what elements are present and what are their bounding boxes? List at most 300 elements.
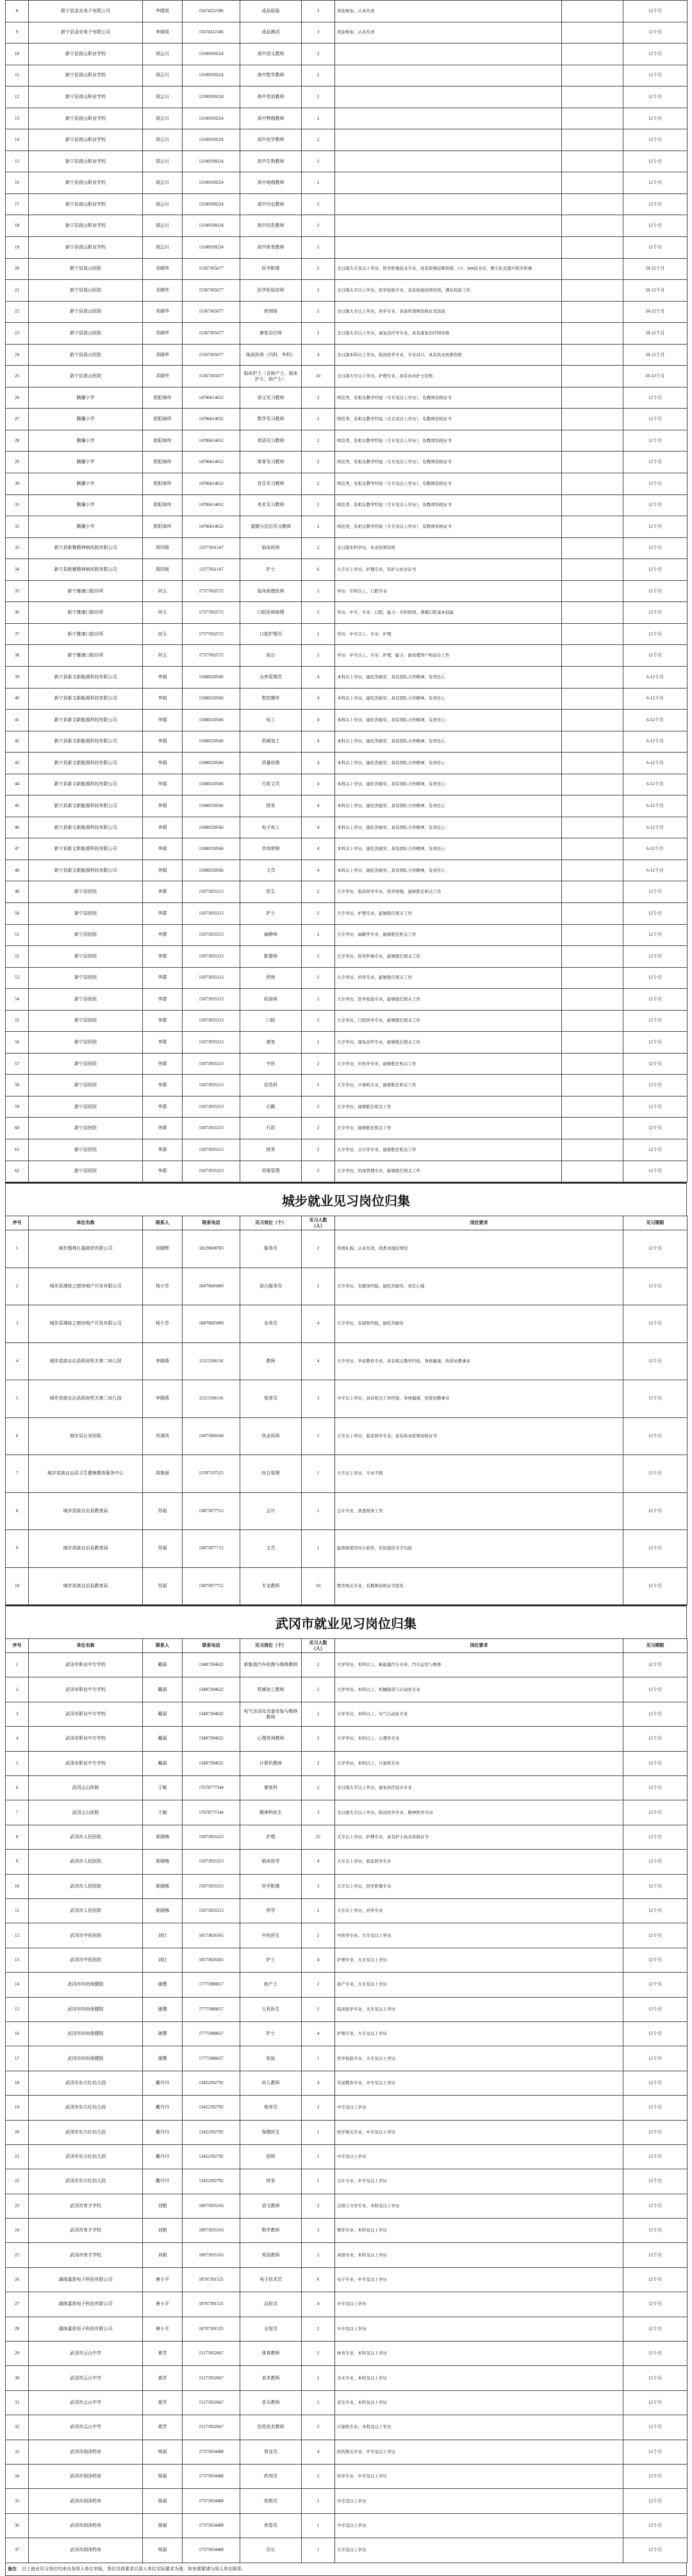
contact-phone: 15680230566 bbox=[183, 753, 240, 774]
table-row bbox=[6, 1923, 688, 1948]
contact-phone: 15680230566 bbox=[183, 795, 240, 817]
position-count: 10 bbox=[302, 1567, 335, 1605]
unit-name: 新宁雅康口腔诊所 bbox=[29, 580, 143, 602]
position-requirement: 英语专业，本科及以上学历 bbox=[335, 2243, 623, 2267]
contact-phone: 17775988657 bbox=[183, 1973, 240, 1997]
position-count: 2 bbox=[302, 323, 335, 345]
table-row bbox=[6, 1825, 688, 1849]
contact-person: 刘艳 bbox=[143, 2194, 183, 2218]
contact-person: 李娟 bbox=[143, 753, 183, 774]
position-requirement: 大专学历，康复治疗专业，能够胜任相关工作 bbox=[335, 1032, 562, 1054]
contact-person: 杨丽 bbox=[143, 2513, 183, 2538]
duration: 6-12个月 bbox=[623, 688, 688, 710]
position-name: 音乐见习教师 bbox=[240, 473, 302, 495]
row-number: 23 bbox=[6, 323, 29, 345]
unit-name: 新宁县崀山医院 bbox=[29, 280, 143, 302]
row-number: 15 bbox=[6, 1997, 29, 2021]
position-count: 2 bbox=[302, 86, 335, 108]
column-header: 见习人数（人） bbox=[302, 1216, 335, 1230]
position-name: 财务 bbox=[240, 1139, 302, 1161]
position-requirement: 大专学历，能够胜任相关工作 bbox=[335, 1096, 562, 1118]
position-name: 音乐教师 bbox=[240, 2390, 302, 2415]
table-row bbox=[6, 2046, 688, 2071]
position-count: 2 bbox=[302, 2489, 335, 2513]
column-header: 序号 bbox=[6, 1216, 29, 1230]
contact-phone: 15680230566 bbox=[183, 710, 240, 731]
contact-phone: 18229608783 bbox=[183, 1230, 240, 1268]
contact-person: 欧阳海珍 bbox=[143, 516, 183, 538]
contact-person: 夏晓梅 bbox=[143, 1874, 183, 1898]
contact-phone: 13100599224 bbox=[183, 44, 240, 65]
unit-name: 新宁县新文新能源科技有限公司 bbox=[29, 860, 143, 881]
remark bbox=[562, 65, 623, 86]
position-name: 财务 bbox=[240, 2169, 302, 2194]
contact-phone: 15073935313 bbox=[183, 1053, 240, 1075]
contact-phone: 13100599224 bbox=[183, 151, 240, 172]
position-name: 后勤 bbox=[240, 1096, 302, 1118]
row-number: 46 bbox=[6, 817, 29, 838]
unit-name: 新宁雅康口腔诊所 bbox=[29, 602, 143, 624]
contact-person: 刘红 bbox=[143, 1948, 183, 1972]
row-number: 22 bbox=[6, 2169, 29, 2194]
duration: 10-12个月 bbox=[623, 323, 688, 345]
unit-name: 新宁县新文新能源科技有限公司 bbox=[29, 753, 143, 774]
remark bbox=[562, 860, 623, 881]
contact-phone: 17377692572 bbox=[183, 580, 240, 602]
duration: 12个月 bbox=[623, 1118, 688, 1139]
table-row bbox=[6, 1702, 688, 1726]
unit-name: 武冈市职业中专学校 bbox=[29, 1727, 143, 1751]
unit-name: 腾骧小学 bbox=[29, 516, 143, 538]
row-number: 1 bbox=[6, 1230, 29, 1268]
position-count: 4 bbox=[302, 795, 335, 817]
contact-phone: 13873977712 bbox=[183, 1567, 240, 1605]
contact-person: 何玉 bbox=[143, 645, 183, 667]
position-requirement bbox=[335, 151, 562, 172]
position-requirement: 临床医学专业，大专及以上学历 bbox=[335, 1997, 623, 2021]
duration: 12个月 bbox=[623, 1032, 688, 1054]
table-row bbox=[6, 1653, 688, 1677]
contact-person: 戴丽 bbox=[143, 1702, 183, 1726]
table-header-row bbox=[6, 1639, 688, 1653]
duration: 12个月 bbox=[623, 1455, 688, 1493]
duration: 12个月 bbox=[623, 22, 688, 44]
row-number: 55 bbox=[6, 1010, 29, 1032]
position-name: 行政 bbox=[240, 1118, 302, 1139]
position-requirement: 大专学历，医学检验专业，能够胜任相关工作 bbox=[335, 989, 562, 1011]
position-count: 2 bbox=[302, 1010, 335, 1032]
unit-name: 武冈市东方红幼儿园 bbox=[29, 2071, 143, 2095]
duration: 12个月 bbox=[623, 1850, 688, 1874]
contact-person: 李群 bbox=[143, 1118, 183, 1139]
table-row bbox=[6, 1850, 688, 1874]
contact-person: 夏晓梅 bbox=[143, 1850, 183, 1874]
unit-name: 湖南嘉恩电子科技有限公司 bbox=[29, 2267, 143, 2292]
duration: 12个月 bbox=[623, 1653, 688, 1677]
contact-phone: 15073935313 bbox=[183, 967, 240, 989]
position-requirement: 师范类，有相关教学经验（大专及以上学历），有教师资格证书 bbox=[335, 452, 562, 473]
position-requirement: 热情礼貌，认真负责，熟悉本地区情况 bbox=[335, 1230, 623, 1268]
position-name: 保健医生 bbox=[240, 2120, 302, 2144]
remark bbox=[562, 537, 623, 559]
duration: 12个月 bbox=[623, 645, 688, 667]
contact-person: 李群 bbox=[143, 1010, 183, 1032]
position-requirement: 中专及以上学历 bbox=[335, 2489, 623, 2513]
contact-person: 谢慧 bbox=[143, 2021, 183, 2046]
table-row bbox=[6, 795, 688, 817]
unit-name: 新宁县新文新能源科技有限公司 bbox=[29, 795, 143, 817]
remark bbox=[562, 817, 623, 838]
unit-name: 新宁县新文新能源科技有限公司 bbox=[29, 774, 143, 795]
position-count: 4 bbox=[302, 2440, 335, 2464]
contact-person: 李娟 bbox=[143, 666, 183, 688]
duration: 12个月 bbox=[623, 409, 688, 430]
position-requirement: 师范类，有相关教学经验（大专及以上学历），有教师资格证书 bbox=[335, 516, 562, 538]
row-number: 12 bbox=[6, 1923, 29, 1948]
position-requirement bbox=[335, 129, 562, 151]
row-number: 62 bbox=[6, 1161, 29, 1182]
position-requirement: 本科以上学历，能吃苦耐劳，具有团队合作精神，有责任心 bbox=[335, 710, 562, 731]
unit-name: 武冈市职业中专学校 bbox=[29, 1677, 143, 1702]
table-row bbox=[6, 623, 688, 645]
unit-name: 新宁县崀山职业学校 bbox=[29, 108, 143, 129]
unit-name: 新宁县新文新能源科技有限公司 bbox=[29, 710, 143, 731]
contact-person: 谢慧 bbox=[143, 2046, 183, 2071]
contact-person: 欧阳海珍 bbox=[143, 409, 183, 430]
contact-phone: 17775988657 bbox=[183, 2046, 240, 2071]
contact-person: 李晓岚 bbox=[143, 1, 183, 22]
contact-phone: 17377692572 bbox=[183, 623, 240, 645]
duration: 12个月 bbox=[623, 1230, 688, 1268]
row-number: 44 bbox=[6, 774, 29, 795]
position-name: 成品检验 bbox=[240, 1, 302, 22]
remark bbox=[562, 623, 623, 645]
duration: 10-12个月 bbox=[623, 258, 688, 280]
table-row bbox=[6, 537, 688, 559]
contact-phone: 18479685809 bbox=[183, 1305, 240, 1343]
unit-name: 新宁县医院 bbox=[29, 967, 143, 989]
contact-phone: 14786614652 bbox=[183, 452, 240, 473]
unit-name: 新宁县崀山职业学校 bbox=[29, 151, 143, 172]
table-row bbox=[6, 710, 688, 731]
unit-name: 腾骧小学 bbox=[29, 452, 143, 473]
position-name: 数控操作 bbox=[240, 688, 302, 710]
table-row bbox=[6, 430, 688, 452]
unit-name: 腾骧小学 bbox=[29, 473, 143, 495]
unit-name: 新宁县崀山职业学校 bbox=[29, 86, 143, 108]
row-number: 15 bbox=[6, 151, 29, 172]
table-row bbox=[6, 2317, 688, 2341]
contact-phone: 18707391525 bbox=[183, 2267, 240, 2292]
position-count: 2 bbox=[302, 2096, 335, 2120]
remark bbox=[562, 602, 623, 624]
unit-name: 武冈市润泽药房 bbox=[29, 2464, 143, 2488]
position-name: 档案管理 bbox=[240, 1161, 302, 1182]
position-count: 2 bbox=[302, 516, 335, 538]
duration: 12个月 bbox=[623, 387, 688, 409]
position-count: 1 bbox=[302, 2120, 335, 2144]
duration: 12个月 bbox=[623, 151, 688, 172]
position-requirement: 大专学历，医学影像专业，能够胜任相关工作 bbox=[335, 946, 562, 968]
duration: 12个月 bbox=[623, 473, 688, 495]
contact-phone: 13487394622 bbox=[183, 1751, 240, 1775]
position-name: 英语见习教师 bbox=[240, 430, 302, 452]
row-number: 34 bbox=[6, 2464, 29, 2488]
position-count: 2 bbox=[302, 989, 335, 1011]
position-requirement: 大学学历，本科以上，机械制造与自动化专业 bbox=[335, 1677, 623, 1702]
contact-person: 唐小平 bbox=[143, 2292, 183, 2317]
table-row bbox=[6, 1948, 688, 1972]
table-row bbox=[6, 2120, 688, 2144]
position-requirement: 学历：中专以上，专业：护理，能力：能处理客户和前台工作 bbox=[335, 645, 562, 667]
contact-phone: 15173932667 bbox=[183, 2390, 240, 2415]
position-name: 麻醉师 bbox=[240, 924, 302, 946]
row-number: 16 bbox=[6, 2021, 29, 2046]
position-name: 体育教师 bbox=[240, 2342, 302, 2366]
duration: 12个月 bbox=[623, 1342, 688, 1380]
position-requirement: 大专及以上学历 bbox=[335, 2538, 623, 2563]
contact-phone: 13487394622 bbox=[183, 1702, 240, 1726]
contact-phone: 15173932667 bbox=[183, 2366, 240, 2390]
contact-person: 黄芳 bbox=[143, 2342, 183, 2366]
duration: 10-12个月 bbox=[623, 280, 688, 302]
position-requirement: 大专以上学历，护理专业，有护士执业证书 bbox=[335, 559, 562, 581]
unit-name: 新宁县医院 bbox=[29, 946, 143, 968]
duration: 12个月 bbox=[623, 2169, 688, 2194]
contact-person: 胡云川 bbox=[143, 44, 183, 65]
row-number: 14 bbox=[6, 129, 29, 151]
position-name: 专业教师 bbox=[240, 1567, 302, 1605]
table-row bbox=[6, 129, 688, 151]
table-row bbox=[6, 1096, 688, 1118]
row-number: 32 bbox=[6, 516, 29, 538]
duration: 12个月 bbox=[623, 1417, 688, 1455]
remark bbox=[562, 215, 623, 237]
positions-table-wugang bbox=[5, 1638, 688, 2563]
position-count: 4 bbox=[302, 860, 335, 881]
unit-name: 腾骧小学 bbox=[29, 494, 143, 516]
position-name: 高中生物教师 bbox=[240, 151, 302, 172]
position-name: 高中数学教师 bbox=[240, 65, 302, 86]
position-count: 2 bbox=[302, 172, 335, 194]
duration: 12个月 bbox=[623, 881, 688, 903]
position-name: 高中化学教师 bbox=[240, 129, 302, 151]
position-count: 4 bbox=[302, 666, 335, 688]
contact-phone: 18479685809 bbox=[183, 1268, 240, 1305]
row-number: 48 bbox=[6, 860, 29, 881]
contact-phone: 13100599224 bbox=[183, 129, 240, 151]
contact-person: 王敏 bbox=[143, 1776, 183, 1800]
position-name: 心理咨询教师 bbox=[240, 1727, 302, 1751]
contact-person: 胡云川 bbox=[143, 151, 183, 172]
position-requirement: 本科以上学历，能吃苦耐劳，具有团队合作精神，有责任心 bbox=[335, 731, 562, 753]
row-number: 10 bbox=[6, 1874, 29, 1898]
contact-phone: 15073935313 bbox=[183, 1874, 240, 1898]
position-requirement: 大专学历，麻醉学专业，能够胜任相关工作 bbox=[335, 924, 562, 946]
position-requirement: 全日制大专以上学历，康复治疗学专业，具有康复治疗师资格 bbox=[335, 323, 562, 345]
row-number: 17 bbox=[6, 2046, 29, 2071]
table-row bbox=[6, 215, 688, 237]
position-requirement bbox=[335, 172, 562, 194]
position-name: 新能源汽车检测与维修教师 bbox=[240, 1653, 302, 1677]
table-row bbox=[6, 452, 688, 473]
unit-name: 武冈市妇幼保健院 bbox=[29, 1997, 143, 2021]
row-number: 27 bbox=[6, 2292, 29, 2317]
contact-person: 胡云川 bbox=[143, 129, 183, 151]
contact-person: 邓晓华 bbox=[143, 301, 183, 323]
table-row bbox=[6, 1, 688, 22]
duration: 12个月 bbox=[623, 2366, 688, 2390]
duration: 12个月 bbox=[623, 215, 688, 237]
duration: 12个月 bbox=[623, 2538, 688, 2563]
duration: 12个月 bbox=[623, 1727, 688, 1751]
contact-phone: 18973935316 bbox=[183, 2219, 240, 2243]
unit-name: 新宁县新雅精神病医院有限公司 bbox=[29, 559, 143, 581]
row-number: 28 bbox=[6, 2317, 29, 2341]
table-row bbox=[6, 301, 688, 323]
position-requirement: 大专学历，会计学专业，能够胜任相关工作 bbox=[335, 1139, 562, 1161]
position-count: 4 bbox=[302, 731, 335, 753]
contact-phone: 17377692572 bbox=[183, 645, 240, 667]
row-number: 21 bbox=[6, 280, 29, 302]
position-requirement: 美术专业，本科及以上学历 bbox=[335, 2366, 623, 2390]
position-requirement: 体育专业，本科及以上学历 bbox=[335, 2342, 623, 2366]
unit-name: 新宁县新文新能源科技有限公司 bbox=[29, 838, 143, 860]
table-row bbox=[6, 688, 688, 710]
position-name: 会计 bbox=[240, 1492, 302, 1530]
table-row bbox=[6, 1417, 688, 1455]
unit-name: 新宁县崀山医院 bbox=[29, 366, 143, 387]
position-requirement: 大专以上学历，临床医学专业 bbox=[335, 1850, 623, 1874]
position-count: 2 bbox=[302, 2317, 335, 2341]
contact-phone: 15073935313 bbox=[183, 1032, 240, 1054]
duration: 12个月 bbox=[623, 580, 688, 602]
row-number: 9 bbox=[6, 1850, 29, 1874]
position-count: 6 bbox=[302, 2267, 335, 2292]
remark bbox=[562, 838, 623, 860]
row-number: 24 bbox=[6, 2219, 29, 2243]
remark bbox=[562, 301, 623, 323]
contact-phone: 13100599224 bbox=[183, 193, 240, 215]
position-name: 道德与法治见习教师 bbox=[240, 516, 302, 538]
position-requirement: 全日制大专以上学历，临床医学专业，精神医学方向 bbox=[335, 1800, 623, 1825]
contact-phone: 13422392792 bbox=[183, 2169, 240, 2194]
position-count: 2 bbox=[302, 2194, 335, 2218]
position-name: 文员 bbox=[240, 860, 302, 881]
table-row bbox=[6, 65, 688, 86]
contact-person: 欧阳海珍 bbox=[143, 494, 183, 516]
contact-phone: 13422392792 bbox=[183, 2144, 240, 2169]
column-header: 联系电话 bbox=[183, 1639, 240, 1653]
unit-name: 新宁县崀山职业学校 bbox=[29, 129, 143, 151]
duration: 6-12个月 bbox=[623, 774, 688, 795]
contact-phone: 15873990168 bbox=[183, 1417, 240, 1455]
row-number: 30 bbox=[6, 2366, 29, 2390]
contact-phone: 17775988657 bbox=[183, 2021, 240, 2046]
row-number: 5 bbox=[6, 1380, 29, 1418]
duration: 12个月 bbox=[623, 1677, 688, 1702]
position-requirement: 中专以上学历，具有相关工作经验，身体健康，热爱幼教事业 bbox=[335, 1380, 623, 1418]
position-count: 2 bbox=[302, 1139, 335, 1161]
contact-person: 邓晓华 bbox=[143, 344, 183, 366]
position-requirement: 本科以上学历，能吃苦耐劳，具有团队合作精神，有责任心 bbox=[335, 817, 562, 838]
contact-phone: 17373934488 bbox=[183, 2464, 240, 2488]
position-requirement: 大专学历，护理专业，能够胜任相关工作 bbox=[335, 902, 562, 924]
position-requirement: 大专学历，药学专业，能够胜任相关工作 bbox=[335, 967, 562, 989]
position-count: 4 bbox=[302, 1342, 335, 1380]
row-number: 60 bbox=[6, 1118, 29, 1139]
position-requirement: 师范类，有相关教学经验（大专及以上学历），有教师资格证书 bbox=[335, 409, 562, 430]
contact-person: 唐小平 bbox=[143, 2267, 183, 2292]
position-name: 护士 bbox=[240, 559, 302, 581]
position-name: 康复 bbox=[240, 1032, 302, 1054]
position-name: 电气自动化设备安装与维修教师 bbox=[240, 1702, 302, 1726]
remark bbox=[562, 344, 623, 366]
table-row bbox=[6, 902, 688, 924]
row-number: 29 bbox=[6, 452, 29, 473]
unit-name: 武冈市育才学校 bbox=[29, 2194, 143, 2218]
position-count: 2 bbox=[302, 946, 335, 968]
position-count: 2 bbox=[302, 623, 335, 645]
duration: 12个月 bbox=[623, 2489, 688, 2513]
row-number: 56 bbox=[6, 1032, 29, 1054]
table-row bbox=[6, 323, 688, 345]
table-row bbox=[6, 1118, 688, 1139]
unit-name: 新宁县崀山职业学校 bbox=[29, 65, 143, 86]
unit-name: 武冈市育才学校 bbox=[29, 2219, 143, 2243]
position-count: 2 bbox=[302, 280, 335, 302]
position-count: 2 bbox=[302, 108, 335, 129]
table-row bbox=[6, 494, 688, 516]
remark bbox=[562, 731, 623, 753]
contact-phone: 15680230566 bbox=[183, 731, 240, 753]
contact-phone: 18173826565 bbox=[183, 1923, 240, 1948]
position-count: 2 bbox=[302, 1677, 335, 1702]
unit-name: 城步县湘桂之窗房地产开发有限公司 bbox=[29, 1305, 143, 1343]
unit-name: 腾骧小学 bbox=[29, 430, 143, 452]
position-count: 1 bbox=[302, 2513, 335, 2538]
position-name: 护理 bbox=[240, 1825, 302, 1849]
duration: 12个月 bbox=[623, 1268, 688, 1305]
contact-person: 胡云川 bbox=[143, 237, 183, 259]
position-count: 2 bbox=[302, 44, 335, 65]
position-requirement: 音乐专业，本科及以上学历 bbox=[335, 2390, 623, 2415]
position-requirement: 教育相关专业，有教师资格证书优先 bbox=[335, 1567, 623, 1605]
position-requirement: 大专以上学历，医学影像专业 bbox=[335, 1874, 623, 1898]
duration: 12个月 bbox=[623, 237, 688, 259]
table-row bbox=[6, 602, 688, 624]
contact-person: 李娟 bbox=[143, 774, 183, 795]
unit-name: 新宁雅康口腔诊所 bbox=[29, 645, 143, 667]
table-row bbox=[6, 1268, 688, 1305]
position-name: 助产士 bbox=[240, 1973, 302, 1997]
remark bbox=[562, 688, 623, 710]
contact-phone: 17678777344 bbox=[183, 1800, 240, 1825]
position-name: 机械加工 bbox=[240, 731, 302, 753]
position-name: 精神科医生 bbox=[240, 1800, 302, 1825]
duration: 12个月 bbox=[623, 516, 688, 538]
table-row bbox=[6, 645, 688, 667]
remark bbox=[562, 710, 623, 731]
duration: 12个月 bbox=[623, 2144, 688, 2169]
duration: 12个月 bbox=[623, 2219, 688, 2243]
position-count: 2 bbox=[302, 2342, 335, 2366]
position-requirement: 助产专业，大专及以上学历 bbox=[335, 1973, 623, 1997]
table-row bbox=[6, 1997, 688, 2021]
position-requirement: 中专及以上学历 bbox=[335, 2513, 623, 2538]
contact-person: 何玉 bbox=[143, 580, 183, 602]
table-row bbox=[6, 731, 688, 753]
